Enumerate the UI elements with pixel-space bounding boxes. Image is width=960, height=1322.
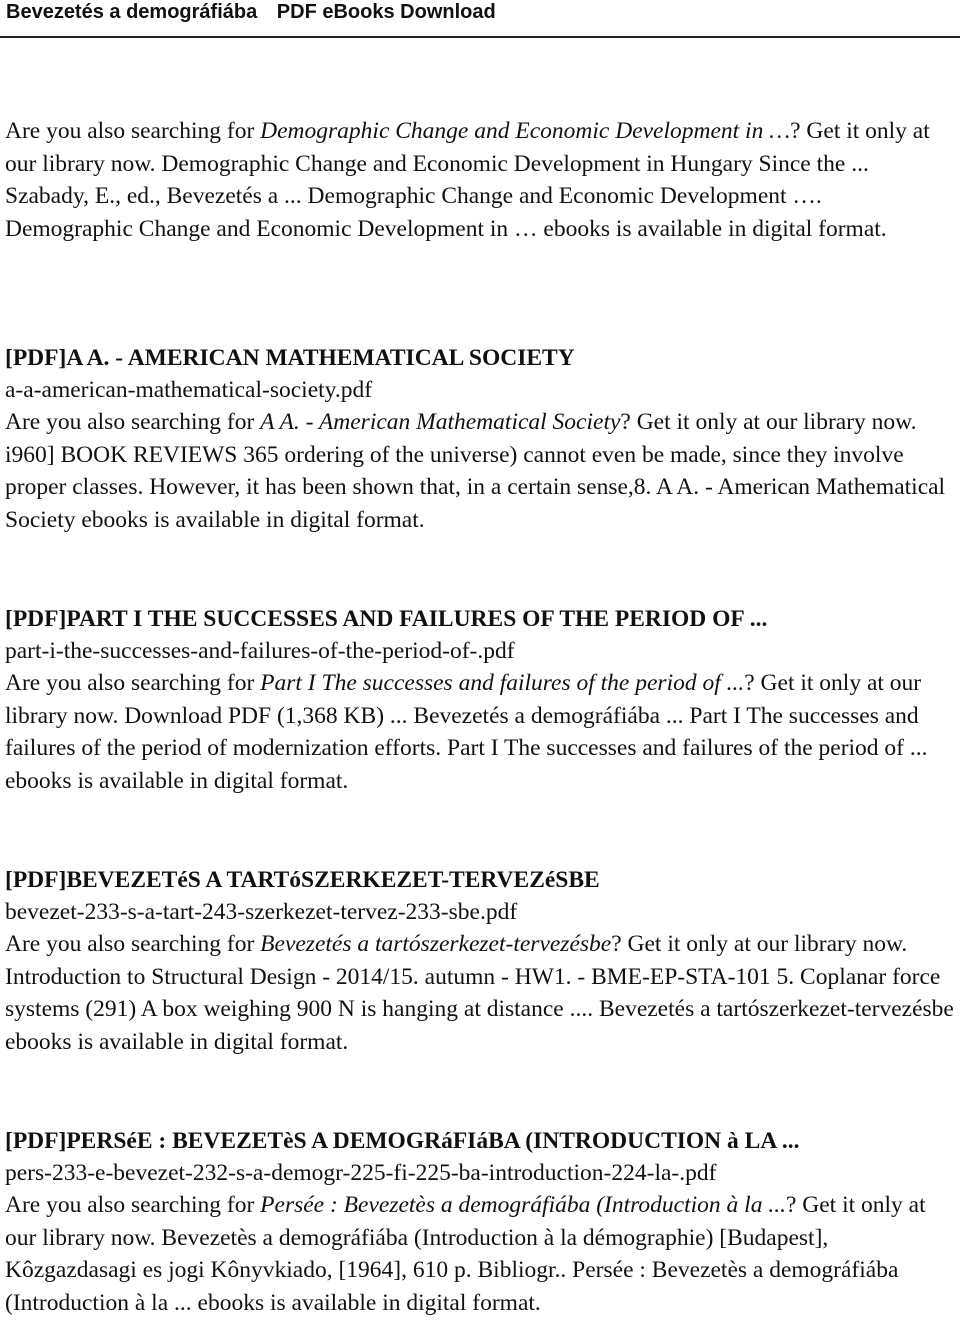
description-suffix: ? Get it only at our library now. Download PDF (1,368 KB) ... Bevezetés a demográfiába ... Part I The successes and failures of the period of modernization efforts. Part I The successes and failures of the period of ... ebooks is available in digital format. xyxy=(5,670,928,794)
description-search-term: A A. - American Mathematical Society xyxy=(260,409,621,435)
description-search-term: Persée : Bevezetès a demográfiába (Introduction à la ... xyxy=(260,1192,786,1218)
result-title-link[interactable]: [PDF]BEVEZETéS A TARTóSZERKEZET-TERVEZéSBE xyxy=(5,867,600,893)
result-description xyxy=(5,667,957,797)
description-prefix: Are you also searching for xyxy=(5,670,261,696)
header-divider xyxy=(0,36,960,38)
header-title: Bevezetés a demográfiába xyxy=(6,1,258,23)
intro-search-term: Demographic Change and Economic Development in … xyxy=(260,118,791,144)
result-title-link[interactable]: [PDF]A A. - AMERICAN MATHEMATICAL SOCIETY xyxy=(5,345,575,371)
description-search-term: Part I The successes and failures of the period of ... xyxy=(260,670,745,696)
description-search-term: Bevezetés a tartószerkezet-tervezésbe xyxy=(260,931,612,957)
result-filename: a-a-american-mathematical-society.pdf xyxy=(5,377,373,403)
header-subtitle: PDF eBooks Download xyxy=(276,1,496,23)
result-description xyxy=(5,406,957,536)
description-suffix: ? Get it only at our library now. i960] BOOK REVIEWS 365 ordering of the universe) cannot even be made, since they involve proper classes. However, it has been shown that, in a certain sense,8. A A. - American Mathematical Society ebooks is available in digital format. xyxy=(5,409,946,533)
result-entry xyxy=(5,865,957,1058)
result-entry xyxy=(5,343,957,536)
intro-paragraph xyxy=(5,115,955,245)
result-filename: bevezet-233-s-a-tart-243-szerkezet-tervez-233-sbe.pdf xyxy=(5,899,518,925)
description-prefix: Are you also searching for xyxy=(5,1192,261,1218)
result-entry xyxy=(5,1126,957,1319)
result-description xyxy=(5,928,957,1058)
description-prefix: Are you also searching for xyxy=(5,931,261,957)
intro-suffix: ? Get it only at our library now. Demographic Change and Economic Development in Hungary Since the ... Szabady, E., ed., Bevezetés a ... Demographic Change and Economic Development …. Demographic Change and Economic Development in … ebooks is available in digital format. xyxy=(5,118,930,242)
description-suffix: ? Get it only at our library now. Introduction to Structural Design - 2014/15. autumn - HW1. - BME-EP-STA-101 5. Coplanar force systems (291) A box weighing 900 N is hanging at distance .... Bevezetés a tartószerkezet-tervezésbe ebooks is available in digital format. xyxy=(5,931,954,1055)
page-header xyxy=(6,0,496,24)
intro-prefix: Are you also searching for xyxy=(5,118,261,144)
result-description xyxy=(5,1189,957,1319)
description-suffix: ? Get it only at our library now. Bevezetès a demográfiába (Introduction à la démographie) [Budapest], Kôzgazdasagi es jogi Kônyvkiado, [1964], 610 p. Bibliogr.. Persée : Bevezetès a demográfiába (Introduction à la ... ebooks is available in digital format. xyxy=(5,1192,926,1316)
result-entry xyxy=(5,604,957,797)
result-filename: pers-233-e-bevezet-232-s-a-demogr-225-fi-225-ba-introduction-224-la-.pdf xyxy=(5,1160,717,1186)
result-title-link[interactable]: [PDF]PERSéE : BEVEZETèS A DEMOGRáFIáBA (INTRODUCTION à LA ... xyxy=(5,1128,800,1154)
result-filename: part-i-the-successes-and-failures-of-the-period-of-.pdf xyxy=(5,638,515,664)
description-prefix: Are you also searching for xyxy=(5,409,261,435)
result-title-link[interactable]: [PDF]PART I THE SUCCESSES AND FAILURES OF THE PERIOD OF ... xyxy=(5,606,768,632)
